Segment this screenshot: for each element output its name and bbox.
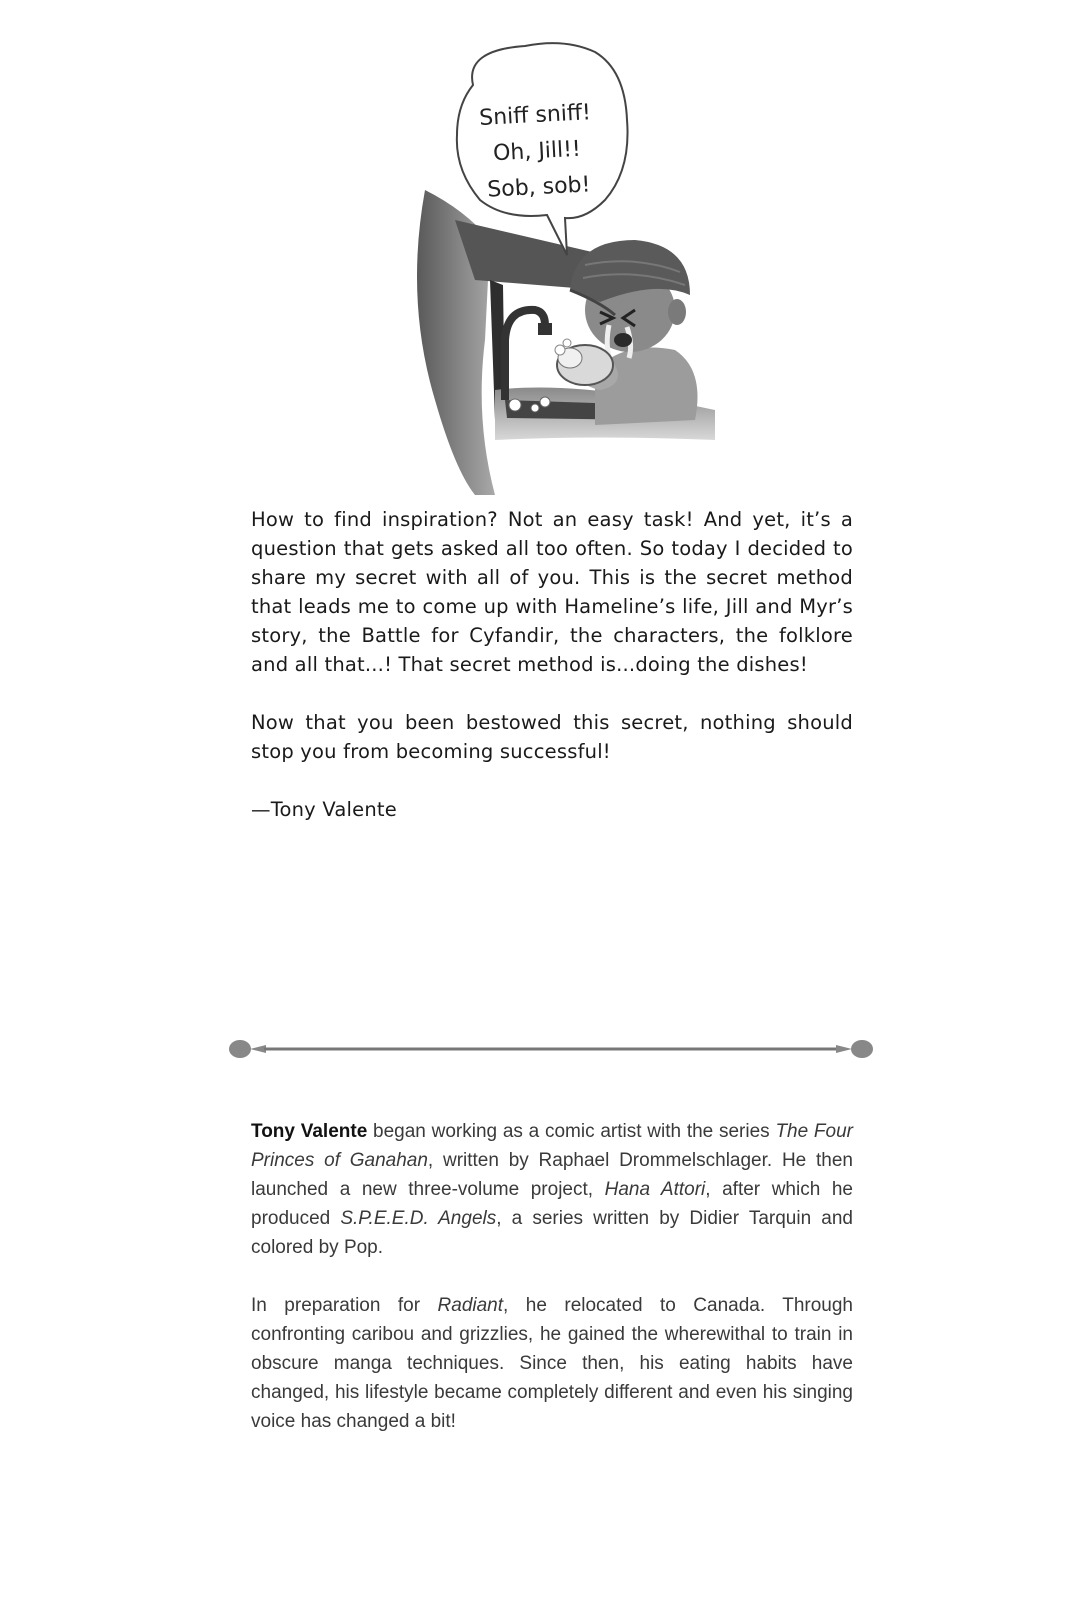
bio-paragraph-2 [251,1291,853,1436]
message-paragraph-2: Now that you been bestowed this secret, nothing should stop you from becoming successful! [251,711,853,763]
faucet-icon [505,310,552,400]
bio-text: , after which he produced [251,1179,853,1229]
series-title: S.P.E.E.D. Angels [340,1208,497,1229]
section-divider [226,1036,876,1062]
bubble-line-3: Sob, sob! [486,172,591,203]
bio-paragraph-1 [251,1117,853,1262]
series-title: The Four Princes of Ganahan [251,1121,853,1171]
signature: —Tony Valente [251,798,397,821]
series-title: Hana Attori [604,1179,706,1200]
speech-bubble-text [459,94,614,210]
author-message [251,505,853,853]
bio-text: , a series written by Didier Tarquin and colored by Pop. [251,1208,853,1258]
bubble-line-2: Oh, Jill!! [492,136,582,167]
author-name: Tony Valente [251,1121,368,1142]
series-title: Radiant [437,1295,504,1316]
author-biography [251,1117,853,1465]
bubble-line-1: Sniff sniff! [478,100,592,131]
bio-text: began working as a comic artist with the series [367,1121,776,1142]
bio-text: , he relocated to Canada. Through confronting caribou and grizzlies, he gained the wherewithal to train in obscure manga techniques. Since then, his eating habits have changed, his lifestyle became completely different and even his singing voice has changed a bit! [251,1295,854,1432]
message-paragraph-1: How to find inspiration? Not an easy task! And yet, it’s a question that gets asked all too often. So today I decided to share my secret with all of you. This is the secret method that leads me to come up with Hameline’s life, Jill and Myr’s story, the Battle for Cyfandir, the characters, the folklore and all that...! That secret method is...doing the dishes! [251,508,853,676]
bio-text: , written by Raphael Drommelschlager. He then launched a new three-volume project, [251,1150,853,1200]
bio-text: In preparation for [251,1295,438,1316]
